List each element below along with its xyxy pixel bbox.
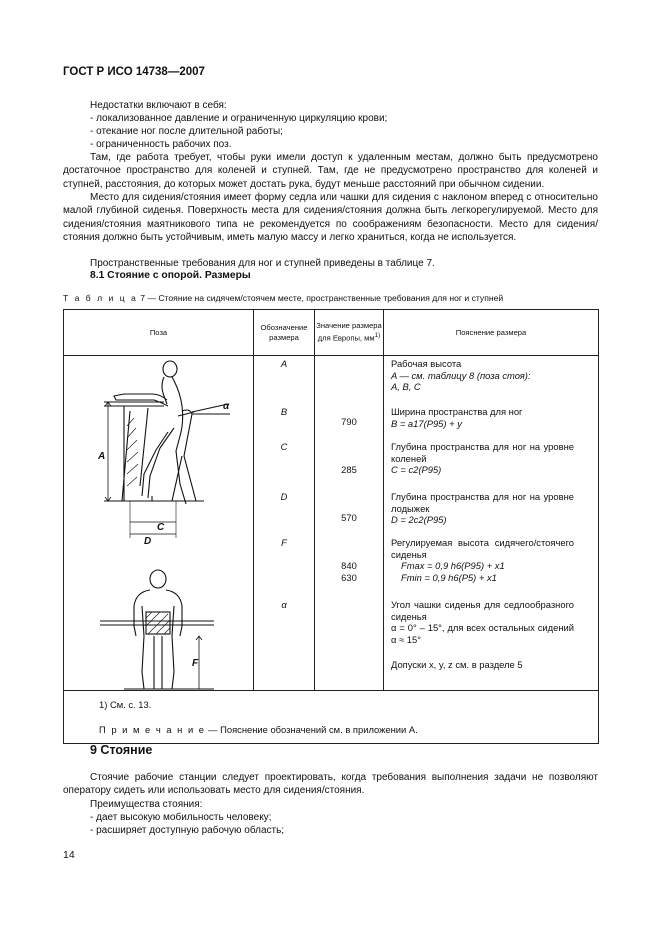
section-paragraph: Стоячие рабочие станции следует проектировать, когда требования выполнения задачи не позволяют оператору сидеть или использовать место для сидения/стояния. [63, 772, 598, 797]
explanation-f-title: Регулируемая высота сидячего/стоячего сиденья [391, 537, 574, 560]
desk-top [104, 402, 164, 406]
back-outline [172, 377, 186, 504]
seat-hatching [146, 612, 170, 634]
header-pose: Поза [64, 310, 254, 356]
intro-item: - локализованное давление и ограниченную циркуляцию крови; [90, 113, 388, 124]
section-item: - дает высокую мобильность человеку; [90, 812, 272, 823]
code-alpha: α [281, 599, 287, 610]
intro-item: - ограниченность рабочих поз. [90, 139, 232, 150]
hand-outline [114, 394, 126, 400]
explanation-alpha-text: α = 0° – 15°, для всех остальных сидений α ≈ 15° [391, 622, 574, 645]
explanation-f [391, 537, 574, 583]
header-value-text: Значение размера для Европы, мм [316, 321, 382, 343]
code-b: B [280, 406, 288, 417]
arm-outline [124, 394, 167, 400]
explanation-c-formula: C = c2(P95) [391, 464, 442, 475]
explanation-d-title: Глубина пространства для ног на уровне лодыжек [391, 491, 574, 514]
explanation-b-formula: B = a17(P95) + y [391, 417, 462, 429]
page-number: 14 [63, 849, 75, 861]
dimension-table [63, 309, 599, 744]
pose-figures [64, 356, 253, 690]
code-f: F [281, 537, 287, 548]
label-alpha: α [223, 401, 230, 412]
table-footer-row [64, 691, 599, 744]
seat-support [172, 410, 196, 501]
value-d: 570 [341, 512, 357, 523]
explanation-a-line3: A, B, C [391, 381, 421, 392]
table-body-row [64, 356, 599, 691]
thigh-outline [148, 428, 174, 498]
head-shape [163, 361, 177, 377]
table-note-text: — Пояснение обозначений см. в приложении А. [208, 724, 418, 735]
code-c: C [280, 441, 288, 452]
table-caption-text: 7 — Стояние на сидячем/стоячем месте, пространственные требования для ног и ступней [140, 293, 504, 303]
explanation-b [391, 406, 574, 429]
side-view-figure [104, 361, 230, 538]
section-title: 9 Стояние [90, 743, 153, 757]
label-a: A [98, 451, 106, 462]
dim-extension [130, 501, 176, 538]
label-c: C [157, 522, 165, 533]
explanation-c [391, 441, 574, 476]
code-a: A [280, 358, 288, 369]
legs-outline [142, 606, 174, 689]
explanation-b-title: Ширина пространства для ног [391, 406, 523, 417]
explanation-c-title: Глубина пространства для ног на уровне коленей [391, 441, 574, 464]
value-b: 790 [341, 416, 357, 427]
table-note-label: П р и м е ч а н и е [99, 724, 206, 735]
header-designation: Обозначение размера [254, 310, 315, 356]
table-note [99, 724, 418, 735]
value-cell [315, 356, 384, 691]
code-d: D [280, 491, 288, 502]
intro-item: - отекание ног после длительной работы; [90, 126, 283, 137]
header-value [315, 310, 384, 356]
label-f: F [192, 658, 199, 669]
explanation-f-formula-min: Fmin = 0,9 h6(P5) + x1 [401, 571, 497, 583]
paragraph: Пространственные требования для ног и ступней приведены в таблице 7. [90, 258, 435, 269]
inner-legs [154, 636, 162, 689]
explanation-a-line2: A — см. таблицу 8 (поза стоя): [391, 369, 531, 381]
subsection-title: 8.1 Стояние с опорой. Размеры [90, 270, 251, 281]
explanation-cell [384, 356, 599, 691]
explanation-alpha [391, 599, 574, 645]
pose-figure-cell [64, 356, 254, 691]
front-view-figure [100, 570, 214, 689]
value-c: 285 [341, 464, 357, 475]
explanation-a-title: Рабочая высота [391, 358, 462, 369]
table-caption-label: Т а б л и ц а [63, 293, 138, 303]
intro-lead: Недостатки включают в себя: [90, 100, 227, 111]
section-item: - расширяет доступную рабочую область; [90, 825, 285, 836]
header-explanation: Пояснение размера [384, 310, 599, 356]
table-footnote: 1) См. с. 13. [99, 699, 152, 710]
table-caption [63, 293, 503, 303]
head-shape [150, 570, 166, 588]
explanation-d-formula: D = 2c2(P95) [391, 514, 447, 525]
table-footer-cell [64, 691, 599, 744]
designation-cell [254, 356, 315, 691]
document-header: ГОСТ Р ИСО 14738—2007 [63, 66, 205, 78]
explanation-d [391, 491, 574, 526]
desk-front [100, 621, 214, 625]
value-fmin: 630 [341, 572, 357, 583]
section-lead: Преимущества стояния: [90, 799, 203, 810]
value-fmax: 840 [341, 560, 357, 571]
foot-outline [130, 496, 152, 501]
header-value-note: 1) [374, 332, 381, 340]
table-header-row [64, 310, 599, 356]
explanation-tolerances: Допуски x, y, z см. в разделе 5 [391, 659, 523, 670]
forearm-outline [126, 400, 168, 406]
explanation-f-formula-max: Fmax = 0,9 h6(P95) + x1 [401, 560, 505, 571]
paragraph: Там, где работа требует, чтобы руки имели доступ к удаленным местам, должно быть предусмотрено достаточное пространство для коленей и ступней. Там, где не предусмотрено пространство для коленей и ступней, расстояния, до которых может достать рука, будут меньше расстояний при обычном сидении. [63, 152, 598, 190]
explanation-a [391, 358, 574, 393]
paragraph: Место для сидения/стояния имеет форму седла или чашки для сидения с наклоном вперед с относительно малой глубиной сиденья. Поверхность места для сидения/стояния должна быть легкорегулируемой. Место для сидения/стояния маятникового типа не рекомендуется по соображениям безопасности. Место для сидения/стояния должно быть устойчивым, иметь малую массу и легко храниться, когда не используется. [63, 192, 598, 243]
label-d: D [144, 536, 152, 547]
explanation-alpha-title: Угол чашки сиденья для седлообразного сиденья [391, 599, 574, 622]
desk-leg [122, 406, 130, 501]
